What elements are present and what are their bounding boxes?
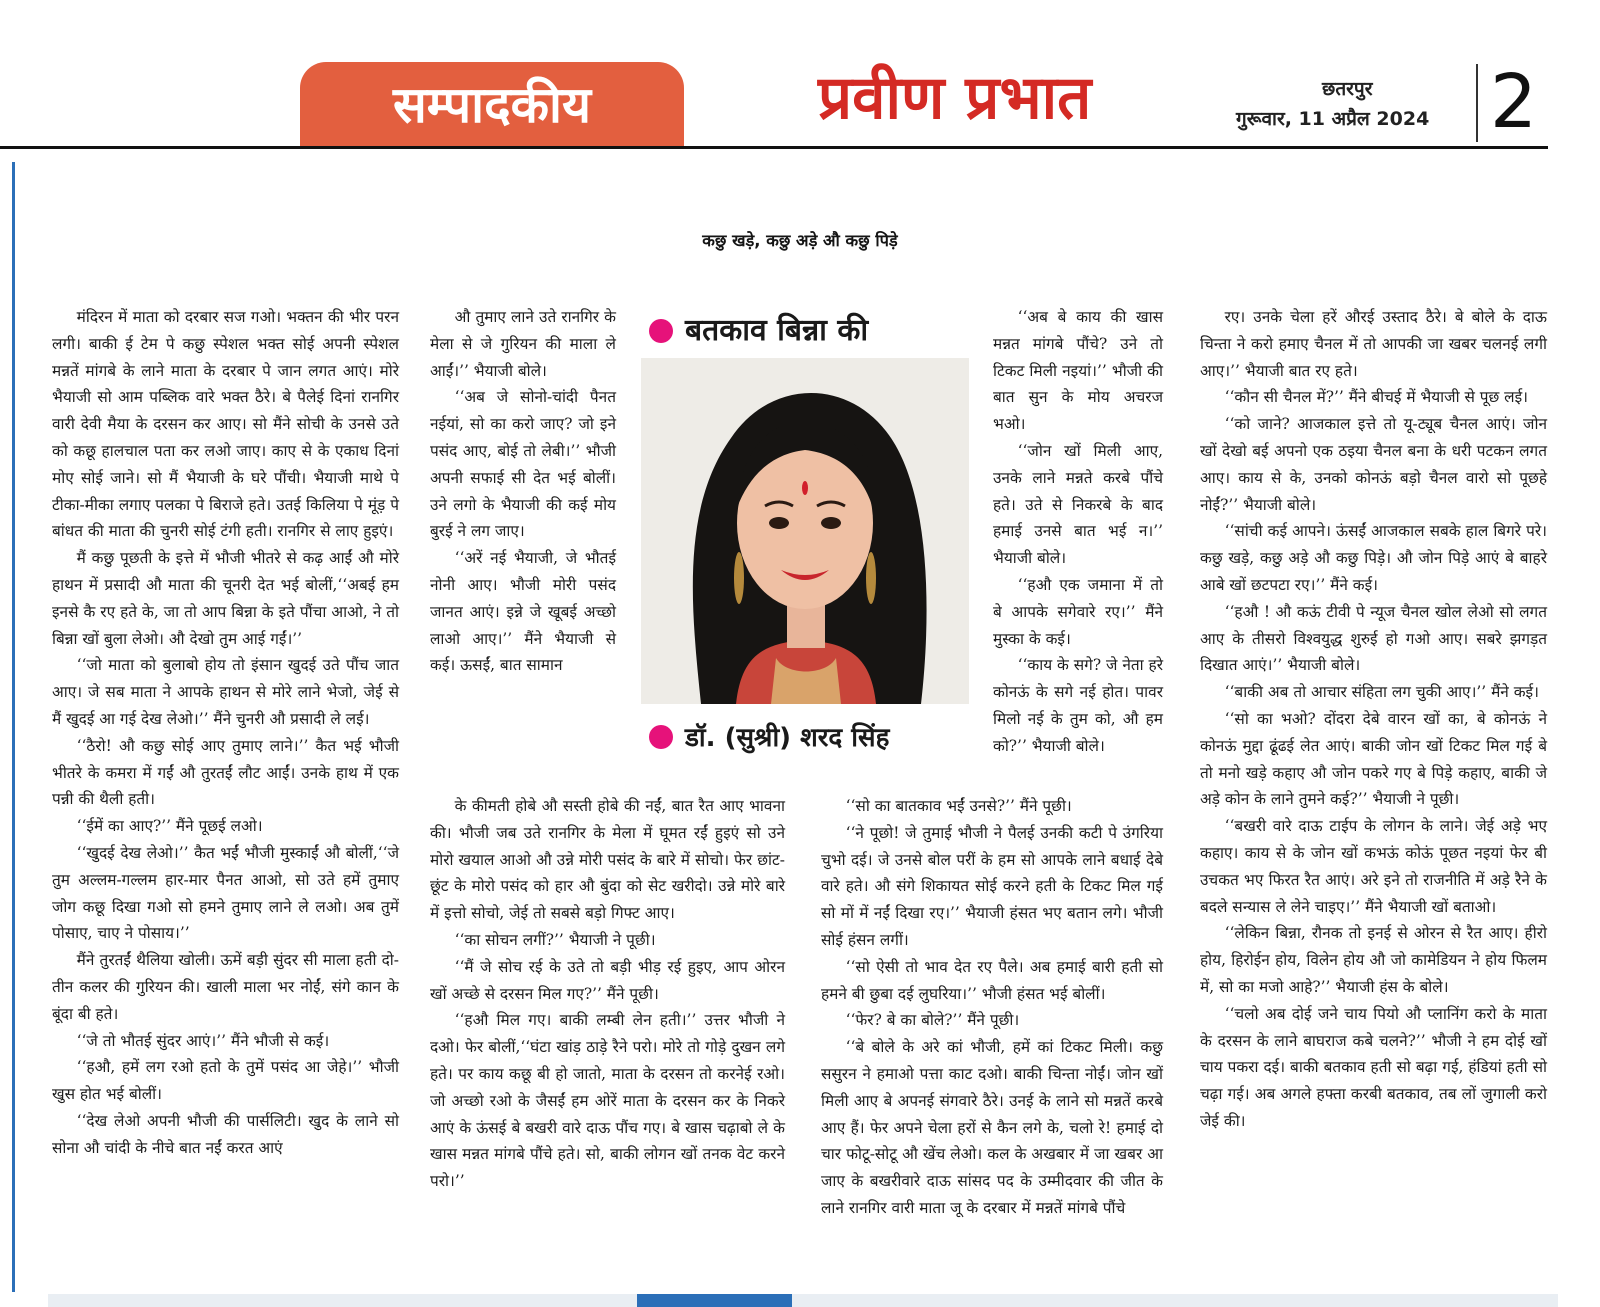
article-paragraph: औ तुमाए लाने उते रानगिर के मेला से जे गुरियन की माला ले आईं।’’ भैयाजी बोले। xyxy=(430,308,616,380)
article-paragraph: ‘‘हऔ ! औ कऊं टीवी पे न्यूज चैनल खोल लेओ सो लगत आए के तीसरो विश्वयुद्ध शुरुई हो गओ आए। सबरे झगड़त दिखात आएं।’’ भैयाजी बोले। xyxy=(1200,602,1547,675)
article-paragraph: ‘‘सांची कई आपने। ऊंसईं आजकाल सबके हाल बिगरे परे। कछु खड़े, कछु अड़े औ कछु पिड़े। औ जोन पिड़े आएं बे बाहरे आबे खों छटपटा रए।’’ मैंने कई। xyxy=(1200,522,1547,594)
article-headline: कछु खड़े, कछु अड़े औ कछु पिड़े xyxy=(702,231,898,250)
article-paragraph: ‘‘देख लेओ अपनी भौजी की पार्सलिटी। खुद के लाने सो सोना औ चांदी के नीचे बात नईं करत आएं xyxy=(52,1111,399,1157)
article-paragraph: ‘‘का सोचन लगीं?’’ भैयाजी ने पूछी। xyxy=(454,930,656,949)
article-paragraph: ‘‘चलो अब दोई जने चाय पियो औ प्लानिंग करो के माता के दरसन के लाने बाघराज कबे चलने?’’ भौजी ने हम दोई खों चाय पकरा दई। बाकी बतकाव हती सो बढ़ा गई, हंडियां हती सो चढ़ा गई। अब अगले हफ्ता करबी बतकाव, तब लों जुगाली करो जेई की। xyxy=(1200,1004,1547,1130)
article-paragraph: ‘‘हऔ एक जमाना में तो बे आपके सगेवारे रए।’’ मैंने मुस्का के कई। xyxy=(993,575,1163,648)
left-blue-rule xyxy=(12,162,15,1292)
article-paragraph: ‘‘लेकिन बिन्ना, रौनक तो इनई से ओरन से रैत आए। हीरो होय, हिरोईन होय, विलेन होय औ जो कामेडियन ने होय फिलम में, सो का मजो आहे?’’ भैयाजी हंस के बोले। xyxy=(1200,924,1547,996)
article-paragraph: ‘‘सो का भओ? दोंदरा देबे वारन खों का, बे कोनऊं ने कोनऊं मुद्दा ढूंढई लेत आएं। बाकी जोन खों टिकट मिल गई बे तो मनो खड़े कहाए औ जोन पकरे गए बे पिड़े कहाए, बाकी जे अड़े कोन के लाने तुमने कई?’’ भैयाजी ने पूछी। xyxy=(1200,709,1547,809)
article-paragraph: रए। उनके चेला हरें औरई उस्ताद ठैरे। बे बोले के दाऊ चिन्ता ने करो हमाए चैनल में तो आपकी जा खबर चलनई लगी आए।’’ भैयाजी बात रए हते। xyxy=(1200,308,1547,380)
article-column-2 xyxy=(430,304,616,679)
article-paragraph: ‘‘हऔ, हमें लग रओ हतो के तुमें पसंद आ जेहे।’’ भौजी खुस होत भई बोलीं। xyxy=(52,1058,399,1104)
article-paragraph: ‘‘ईमें का आए?’’ मैंने पूछई लओ। xyxy=(76,817,263,836)
page-number-divider xyxy=(1476,64,1478,142)
article-paragraph: मंदिरन में माता को दरबार सज गओ। भक्तन की भीर परन लगी। बाकी ई टेम पे कछु स्पेशल भक्त सोई अपनी स्पेशल मन्नतें मांगबे के लाने माता के दरबार पे जान लगत आएं। मोरे भैयाजी सो आम पब्लिक वारे भक्त ठैरे। बे पैलेई दिनां रानगिर वारी देवी मैया के दरसन कर आए। सो मैंने सोची के उनसे उते को कछू हालचाल पता कर लओ जाए। काए से के एकाध दिनां मोए सोई जाने। सो मैं भैयाजी के घरे पौंची। भैयाजी माथे पे टीका-मीका लगाए पलका पे बिराजे हते। उतई किलिया पे मूंड़ पे बांधत की माता की चुनरी सोई टंगी हती। रानगिर से लाए हुइएं। xyxy=(52,308,399,541)
article-paragraph: के कीमती होबे औ सस्ती होबे की नईं, बात रैत आए भावना की। भौजी जब उते रानगिर के मेला में घूमत रईं हुइएं सो उने मोरो खयाल आओ औ उन्ने मोरी पसंद के बारे में सोचो। फेर छांट-छूंट के मोरो पसंद को हार औ बुंदा को सेट खरीदो। उन्ने मोरे बारे में इत्तो सोचो, जेई तो सबसे बड़ो गिफ्ट आए। xyxy=(430,797,785,923)
author-portrait xyxy=(641,358,969,704)
newspaper-name: प्रवीण प्रभात xyxy=(818,63,1092,133)
article-column-3 xyxy=(993,304,1163,760)
pink-bullet-icon xyxy=(649,319,673,343)
page-number: 2 xyxy=(1490,59,1538,145)
section-tab: सम्पादकीय xyxy=(300,62,684,146)
bottom-accent-block xyxy=(637,1294,792,1307)
column-feature-box xyxy=(637,300,973,778)
article-paragraph: ‘‘अरें नई भैयाजी, जे भौतई नोनी आए। भौजी मोरी पसंद जानत आएं। इन्ने जे खूबई अच्छो लाओ आए।’’ मैंने भैयाजी से कई। ऊसईं, बात सामान xyxy=(430,549,616,675)
masthead-rule xyxy=(0,146,1548,149)
dateline-city: छतरपुर xyxy=(1322,78,1373,100)
column-title xyxy=(649,308,969,354)
article-column-1 xyxy=(52,304,399,1162)
article-column-3-continued xyxy=(821,793,1163,1222)
article-paragraph: ‘‘हऔ मिल गए। बाकी लम्बी लेन हती।’’ उत्तर भौजी ने दओ। फेर बोलीं,‘‘घंटा खांड़ ठाड़े रैने परो। मोरे तो गोड़े दुखन लगे हते। पर काय कछू बी हो जातो, माता के दरसन तो करनेई रओ। जो अच्छो रओ के जैसईं हम ओरें माता के दरसन कर के निकरे आएं के ऊंसई बे बखरी वारे दाऊ पौंच गए। बे खास चढ़ाबो ले के खास मन्नत मांगबे पौंचे हते। सो, बाकी लोगन खों तनक वेट करने परो।’’ xyxy=(430,1011,785,1191)
article-paragraph: ‘‘काय के सगे? जे नेता हरे कोनऊं के सगे नई होत। पावर मिलो नई के तुम को, औ हम को?’’ भैयाजी बोले। xyxy=(993,656,1163,755)
article-paragraph: ‘‘फेर? बे का बोले?’’ मैंने पूछी। xyxy=(845,1011,1020,1030)
article-paragraph: ‘‘जो माता को बुलाबो होय तो इंसान खुदई उते पौंच जात आए। जे सब माता ने आपके हाथन से मोरे लाने भेजो, जेई से मैं खुदई आ गई देख लेओ।’’ मैंने चुनरी औ प्रसादी ले लई। xyxy=(52,656,399,728)
article-paragraph: ‘‘जोन खों मिली आए, उनके लाने मन्नते करबे पौंचे हते। उते से निकरबे के बाद हमाई उनसे बात भई न।’’ भैयाजी बोले। xyxy=(993,441,1163,568)
article-paragraph: ‘‘ठैरो! औ कछु सोई आए तुमाए लाने।’’ कैत भई भौजी भीतरे के कमरा में गईं औ तुरतईं लौट आईं। उनके हाथ में एक पन्नी की थैली हती। xyxy=(52,736,399,809)
bottom-strip xyxy=(48,1294,1558,1307)
article-paragraph: ‘‘को जाने? आजकाल इत्ते तो यू-ट्यूब चैनल आएं। जोन खों देखो बई अपनो एक ठइया चैनल बना के धरी पटकन लगत आए। काय से के, उनको कोनऊं बड़ो चैनल वारो सो पूछहे नोईं?’’ भैयाजी बोले। xyxy=(1200,415,1547,514)
article-paragraph: ‘‘बाकी अब तो आचार संहिता लग चुकी आए।’’ मैंने कई। xyxy=(1224,683,1539,702)
article-paragraph: ‘‘सो का बातकाव भईं उनसे?’’ मैंने पूछी। xyxy=(845,797,1072,815)
column-title-text: बतकाव बिन्ना की xyxy=(685,313,869,348)
article-paragraph: मैं कछु पूछती के इत्ते में भौजी भीतरे से कढ़ आईं औ मोरे हाथन में प्रसादी औ माता की चूनरी देत भई बोलीं,‘‘अबई हम इनसे कै रए हते के, जा तो आप बिन्ना के इते पौंचा आओ, ने तो बिन्ना खों बुला लेओ। औ देखो तुम आई गईं।’’ xyxy=(52,549,399,648)
article-paragraph: ‘‘अब बे काय की खास मन्नत मांगबे पौंचे? उने तो टिकट मिली नइयां।’’ भौजी की बात सुन के मोय अचरज भओ। xyxy=(993,308,1163,434)
dateline-date: गुरूवार, 11 अप्रैल 2024 xyxy=(1236,108,1430,130)
article-paragraph: ‘‘कौन सी चैनल में?’’ मैंने बीचई में भैयाजी से पूछ लई। xyxy=(1224,388,1529,407)
article-paragraph: ‘‘बे बोले के अरे कां भौजी, हमें कां टिकट मिली। कछु ससुरन ने हमाओ पत्ता काट दओ। बाकी चिन्ता नोईं। जोन खों मिली आए बे अपनई संगवारे ठैरे। उनई के लाने सो मन्नतें करबे आए हैं। फेर अपने चेला हरों से कैन लगे के, चलो रे! हमाई दो चार फोटू-सोटू औ खेंच लेओ। कल के अखबार में जा खबर आ जाए के बखरीवारे दाऊ सांसद पद के उम्मीदवार की जीत के लाने रानगिर वारी माता जू के दरबार में मन्नतें मांगबे पौंचे xyxy=(821,1038,1163,1217)
author-byline xyxy=(649,714,969,762)
article-paragraph: मैंने तुरतईं थैलिया खोली। ऊमें बड़ी सुंदर सी माला हती दो-तीन कलर की गुरियन की। खाली माला भर नोईं, संगे कान के बूंदा बी हते। xyxy=(52,951,399,1023)
article-paragraph: ‘‘सो ऐसी तो भाव देत रए पैले। अब हमाई बारी हती सो हमने बी छुबा दई लुघरिया।’’ भौजी हंसत भई बोलीं। xyxy=(821,957,1163,1003)
masthead xyxy=(0,0,1600,150)
article-column-4 xyxy=(1200,304,1547,1135)
article-paragraph: ‘‘खुदई देख लेओ।’’ कैत भईं भौजी मुस्काईं औ बोलीं,‘‘जे तुम अल्लम-गल्लम हार-मार पैनत आओ, सो उते हमें तुमाए जोग कछू दिखा गओ सो हमने तुमाए लाने ले लओ। अब तुमें पोसाए, चाए ने पोसाय।’’ xyxy=(52,843,399,943)
author-name: डॉ. (सुश्री) शरद सिंह xyxy=(685,723,890,753)
article-paragraph: ‘‘जे तो भौतई सुंदर आएं।’’ मैंने भौजी से कई। xyxy=(76,1031,330,1050)
dateline xyxy=(1236,76,1446,136)
article-paragraph: ‘‘अब जे सोनो-चांदी पैनत नईयां, सो का करो जाए? जो इने पसंद आए, बोई तो लेबी।’’ भौजी अपनी सफाई सी देत भई बोलीं। उने लगो के भैयाजी की कई मोय बुरई ने लग जाए। xyxy=(430,388,616,541)
article-paragraph: ‘‘बखरी वारे दाऊ टाईप के लोगन के लाने। जेई अड़े भए कहाए। काय से के जोन खों कभऊं कोऊं पूछत नइयां फेर बी उचकत भए फिरत रैत आएं। अरे इने तो राजनीति में अड़े रैने के बदले सन्यास ले लेने चाइए।’’ मैंने भैयाजी खों बताओ। xyxy=(1200,817,1547,916)
article-column-2-continued xyxy=(430,793,785,1195)
author-portrait-drawing xyxy=(641,358,969,704)
article-paragraph: ‘‘ने पूछो! जे तुमाई भौजी ने पैलई उनकी कटी पे उंगरिया चुभो दई। जे उनसे बोल परीं के हम सो आपके लाने बधाई देबे वारे हते। औ संगे शिकायत सोई करने हती के टिकट मिल गई सो मों में नईं दिखा रए।’’ भैयाजी हंसत भए बतान लगे। भौजी सोई हंसन लगीं। xyxy=(821,823,1163,949)
pink-bullet-icon xyxy=(649,725,673,749)
article-paragraph: ‘‘मैं जे सोच रई के उते तो बड़ी भीड़ रई हुइए, आप ओरन खों अच्छे से दरसन मिल गए?’’ मैंने पूछी। xyxy=(430,957,785,1003)
